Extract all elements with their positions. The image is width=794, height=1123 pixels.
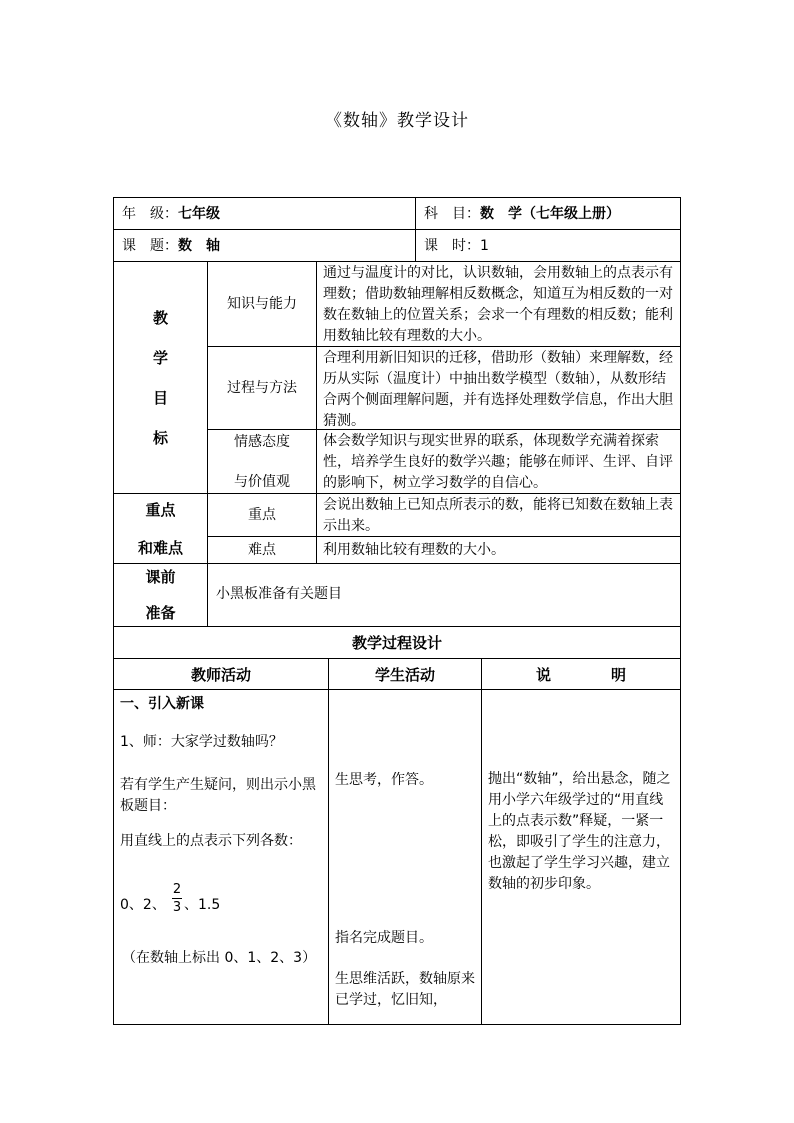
goals-label-char: 标 [152,428,168,447]
note-cell [481,689,681,1025]
teacher-question-1: 1、师：大家学过数轴吗？ [120,734,283,750]
goal-emotion-label [207,429,316,493]
keypoints-label-cell [113,493,207,563]
keypoints-label-line2: 和难点 [137,538,183,557]
prep-label-line1: 课前 [145,568,176,586]
number-list-part-b: 、1.5 [184,897,221,913]
goals-label-char: 目 [152,388,168,407]
goals-label-cell [113,261,207,493]
grade-cell [113,197,415,229]
fraction-bar [172,898,182,899]
goals-label-char: 教 [152,308,168,327]
col-student-header: 学生活动 [328,658,481,689]
difficulty-text: 利用数轴比较有理数的大小。 [316,536,681,563]
hours-value: 1 [480,238,489,254]
section-heading: 一、引入新课 [120,696,204,712]
topic-value: 数 轴 [178,238,220,254]
goal-knowledge-label: 知识与能力 [207,261,316,346]
goal-emotion-label-line2: 与价值观 [234,473,290,490]
goal-emotion-text: 体会数学知识与现实世界的联系，体现数学充满着探索性，培养学生良好的数学兴趣；能够在师评、生评、自评的影响下，树立学习数学的自信心。 [316,429,681,493]
fraction-numerator: 2 [172,882,182,897]
subject-value: 数 学（七年级上册） [480,206,620,222]
col-note-header: 说 明 [481,658,681,689]
number-list-part-a: 0、2、 [120,897,166,913]
topic-cell [113,229,415,261]
keypoints-label-line1: 重点 [145,500,176,519]
prep-text: 小黑板准备有关题目 [207,563,681,626]
document-title: 《数轴》教学设计 [325,111,469,131]
student-activity-2: 指名完成题目。 [335,930,433,946]
goal-knowledge-text: 通过与温度计的对比，认识数轴，会用数轴上的点表示有理数；借助数轴理解相反数概念，知道互为相反数的一对数在数轴上的位置关系；会求一个有理数的相反数；能利用数轴比较有理数的大小。 [316,261,681,346]
hours-label: 课 时： [424,238,480,254]
teacher-paragraph-2: 用直线上的点表示下列各数： [120,833,302,849]
student-activity-1: 生思考，作答。 [335,772,433,788]
goal-process-text: 合理利用新旧知识的迁移，借助形（数轴）来理解数，经历从实际（温度计）中抽出数学模型（数轴），从数形结合两个侧面理解问题，并有选择处理数学信息，作出大胆猜测。 [316,346,681,429]
hours-cell [415,229,681,261]
col-teacher-header: 教师活动 [113,658,328,689]
subject-cell [415,197,681,229]
prep-label-line2: 准备 [145,604,176,622]
topic-label: 课 题： [122,238,178,254]
key-label: 重点 [207,493,316,536]
grade-label: 年 级： [122,206,178,222]
prep-label-cell [113,563,207,626]
student-activity-cell [328,689,481,1025]
goal-emotion-label-line1: 情感态度 [234,433,290,450]
teacher-paragraph-3: （在数轴上标出 0、1、2、3） [122,950,317,966]
teacher-activity-cell [113,689,328,1025]
goals-label-char: 学 [152,348,168,367]
difficulty-label: 难点 [207,536,316,563]
note-text: 抛出“数轴”，给出悬念，随之用小学六年级学过的“用直线上的点表示数”释疑，一紧一松，即吸引了学生的注意力，也激起了学生学习兴趣，建立数轴的初步印象。 [488,771,671,892]
fraction-denominator: 3 [172,900,182,915]
subject-label: 科 目： [424,206,480,222]
key-text: 会说出数轴上已知点所表示的数，能将已知数在数轴上表示出来。 [316,493,681,536]
teacher-paragraph-1: 若有学生产生疑问，则出示小黑板题目： [120,777,316,814]
goal-process-label: 过程与方法 [207,346,316,429]
grade-value: 七年级 [178,206,220,222]
process-title: 教学过程设计 [113,626,681,658]
student-activity-3: 生思维活跃，数轴原来已学过，忆旧知， [335,971,475,1008]
